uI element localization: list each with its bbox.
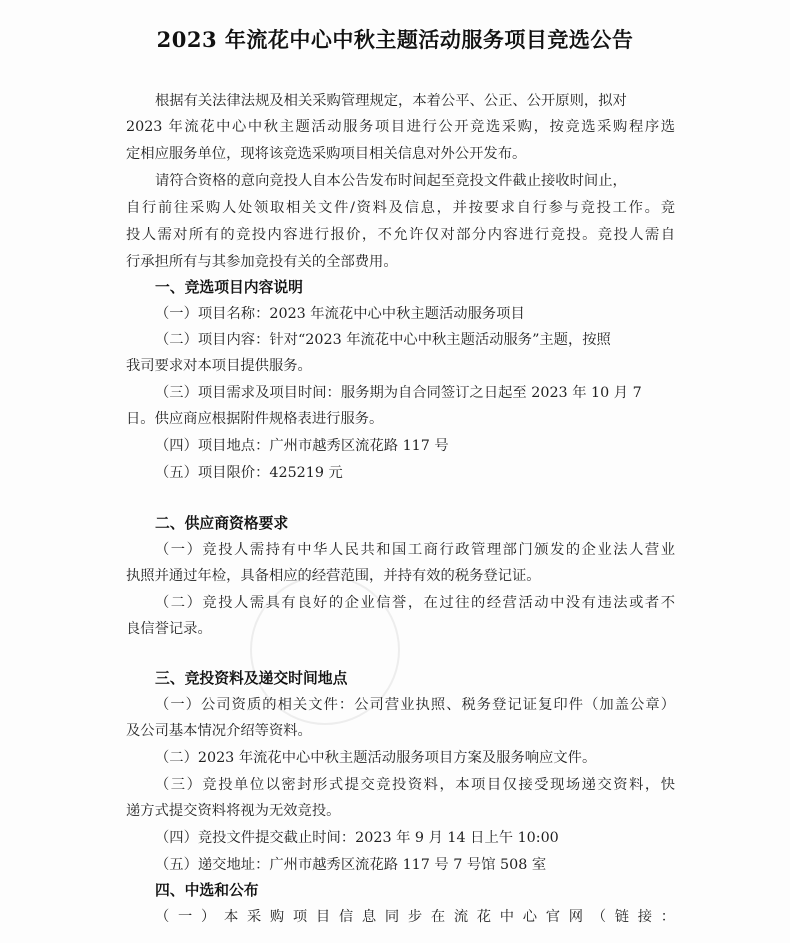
section3-line-4: （三）竞投单位以密封形式提交竞投资料，本项目仅接受现场递交资料，快 — [155, 777, 675, 793]
section2-line-2: 执照并通过年检，具备相应的经营范围，并持有效的税务登记证。 — [126, 568, 541, 584]
section2-line-4: 良信誉记录。 — [126, 621, 212, 637]
intro-p1-line-1: 根据有关法律法规及相关采购管理规定，本着公平、公正、公开原则，拟对 — [155, 93, 627, 109]
section2-line-1: （一）竞投人需持有中华人民共和国工商行政管理部门颁发的企业法人营业 — [155, 542, 675, 558]
section3-line-5: 递方式提交资料将视为无效竞投。 — [126, 803, 341, 819]
section1-line-2: （二）项目内容：针对“2023 年流花中心中秋主题活动服务”主题，按照 — [155, 332, 611, 348]
intro-p2-line-4: 行承担所有与其参加竞投有关的全部费用。 — [126, 254, 398, 270]
intro-p2-line-1: 请符合资格的意向竞投人自本公告发布时间起至竞投文件截止接收时间止， — [155, 173, 627, 189]
page-title: 2023 年流花中心中秋主题活动服务项目竞选公告 — [156, 27, 634, 52]
section3-line-2: 及公司基本情况介绍等资料。 — [126, 723, 312, 739]
section3-line-6: （四）竞投文件提交截止时间：2023 年 9 月 14 日上午 10:00 — [155, 830, 559, 846]
intro-p2-line-2: 自行前往采购人处领取相关文件/资料及信息，并按要求自行参与竞投工作。竞 — [126, 200, 675, 216]
section2-heading: 二、供应商资格要求 — [155, 515, 289, 532]
section4-line-1: （一）本采购项目信息同步在流花中心官网（链接： — [155, 909, 675, 925]
section3-line-7: （五）递交地址：广州市越秀区流花路 117 号 7 号馆 508 室 — [155, 857, 547, 873]
section1-line-4: （三）项目需求及项目时间：服务期为自合同签订之日起至 2023 年 10 月 7 — [155, 385, 642, 401]
intro-p2-line-3: 投人需对所有的竞投内容进行报价，不允许仅对部分内容进行竞投。竞投人需自 — [126, 227, 675, 243]
section1-line-6: （四）项目地点：广州市越秀区流花路 117 号 — [155, 438, 449, 454]
intro-p1-line-3: 定相应服务单位，现将该竞选采购项目相关信息对外公开发布。 — [126, 146, 527, 162]
section1-heading: 一、竞选项目内容说明 — [155, 279, 303, 296]
section1-line-7: （五）项目限价：425219 元 — [155, 465, 343, 481]
section1-line-3: 我司要求对本项目提供服务。 — [126, 358, 312, 374]
section3-line-3: （二）2023 年流花中心中秋主题活动服务项目方案及服务响应文件。 — [155, 750, 597, 766]
section1-line-1: （一）项目名称：2023 年流花中心中秋主题活动服务项目 — [155, 306, 525, 322]
section3-heading: 三、竞投资料及递交时间地点 — [155, 670, 348, 687]
intro-p1-line-2: 2023 年流花中心中秋主题活动服务项目进行公开竞选采购，按竞选采购程序选 — [126, 119, 675, 135]
section1-line-5: 日。供应商应根据附件规格表进行服务。 — [126, 411, 384, 427]
section3-line-1: （一）公司资质的相关文件：公司营业执照、税务登记证复印件（加盖公章） — [155, 697, 675, 713]
section4-heading: 四、中选和公布 — [155, 882, 259, 899]
section2-line-3: （二）竞投人需具有良好的企业信誉，在过往的经营活动中没有违法或者不 — [155, 595, 675, 611]
